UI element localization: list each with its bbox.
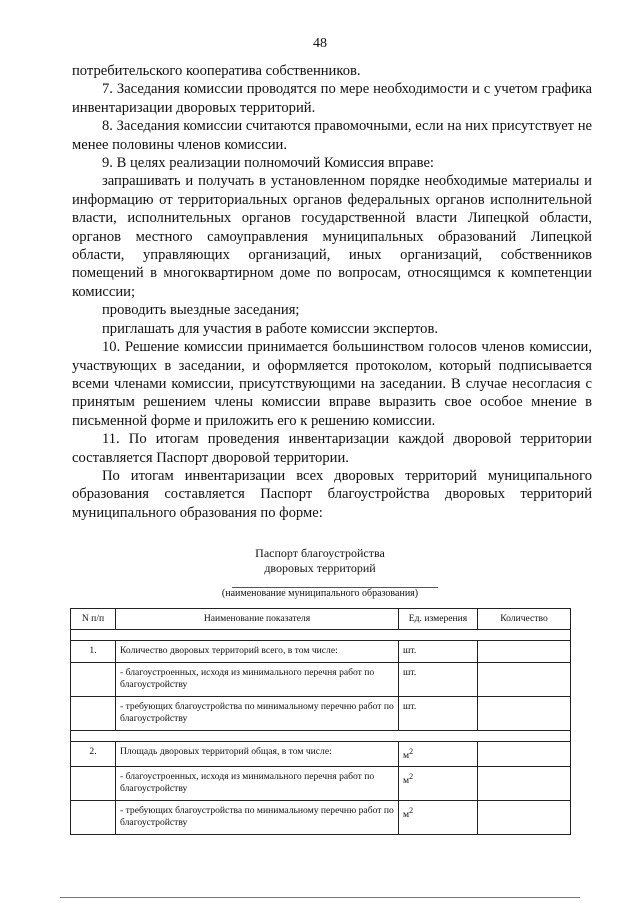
form-title-line1: Паспорт благоустройства bbox=[255, 546, 385, 560]
paragraph: 11. По итогам проведения инвентаризации каждой дворовой территории составляется Паспорт дворовой территории. bbox=[72, 431, 592, 466]
header-name: Наименование показателя bbox=[116, 609, 399, 630]
table-row bbox=[71, 742, 571, 767]
row-num: 2. bbox=[71, 742, 116, 767]
row-unit bbox=[399, 767, 478, 801]
row-unit bbox=[399, 742, 478, 767]
paragraph: 8. Заседания комиссии считаются правомочными, если на них присутствует не менее половины членов комиссии. bbox=[72, 118, 592, 153]
header-num: N п/п bbox=[71, 609, 116, 630]
table-header-row bbox=[71, 609, 571, 630]
unit-text: м bbox=[403, 750, 410, 762]
paragraph: По итогам инвентаризации всех дворовых территорий муниципального образования составляется Паспорт благоустройства дворовых территорий муниципального образования по форме: bbox=[72, 467, 592, 521]
row-name: - благоустроенных, исходя из минимального перечня работ по благоустройству bbox=[116, 663, 399, 697]
row-num bbox=[71, 663, 116, 697]
row-num bbox=[71, 801, 116, 835]
form-title-line2: дворовых территорий bbox=[264, 561, 376, 575]
unit-power: 2 bbox=[409, 772, 414, 782]
row-qty bbox=[478, 742, 571, 767]
paragraph: потребительского кооператива собственников. bbox=[72, 63, 361, 79]
row-name: Количество дворовых территорий всего, в том числе: bbox=[116, 641, 399, 663]
paragraph: проводить выездные заседания; bbox=[102, 302, 300, 319]
row-name: - требующих благоустройства по минимальному перечню работ по благоустройству bbox=[116, 697, 399, 731]
table-row bbox=[71, 663, 571, 697]
body-text bbox=[72, 62, 592, 522]
row-unit: шт. bbox=[399, 697, 478, 731]
row-qty bbox=[478, 663, 571, 697]
table-row bbox=[71, 697, 571, 731]
row-unit: шт. bbox=[399, 641, 478, 663]
table-gap bbox=[71, 630, 571, 641]
row-qty bbox=[478, 801, 571, 835]
row-unit: шт. bbox=[399, 663, 478, 697]
row-name: Площадь дворовых территорий общая, в том числе: bbox=[116, 742, 399, 767]
page-bottom-edge bbox=[60, 897, 580, 898]
table-row bbox=[71, 801, 571, 835]
table-row bbox=[71, 641, 571, 663]
row-num: 1. bbox=[71, 641, 116, 663]
table-row bbox=[71, 767, 571, 801]
row-qty bbox=[478, 697, 571, 731]
paragraph: 10. Решение комиссии принимается большинством голосов членов комиссии, участвующих в заседании, и оформляется протоколом, который подписывается всеми членами комиссии, присутствующими на заседании. В случае несогласия с принятым решением члены комиссии вправе выразить свое особое мнение в письменной форме и приложить его к решению комиссии. bbox=[72, 339, 592, 429]
table-gap bbox=[71, 731, 571, 742]
row-qty bbox=[478, 641, 571, 663]
unit-text: м bbox=[403, 775, 410, 787]
row-name: - требующих благоустройства по минимальному перечню работ по благоустройству bbox=[116, 801, 399, 835]
page-number: 48 bbox=[313, 36, 327, 51]
unit-power: 2 bbox=[409, 806, 414, 816]
row-qty bbox=[478, 767, 571, 801]
paragraph: приглашать для участия в работе комиссии экспертов. bbox=[102, 320, 439, 337]
paragraph: 9. В целях реализации полномочий Комиссия вправе: bbox=[102, 155, 434, 172]
unit-text: м bbox=[403, 809, 410, 821]
header-qty: Количество bbox=[478, 609, 571, 630]
paragraph: 7. Заседания комиссии проводятся по мере необходимости и с учетом графика инвентаризации дворовых территорий. bbox=[72, 81, 592, 116]
row-num bbox=[71, 767, 116, 801]
passport-table bbox=[70, 608, 571, 835]
form-subtitle: (наименование муниципального образования) bbox=[221, 588, 419, 599]
row-num bbox=[71, 697, 116, 731]
unit-power: 2 bbox=[409, 747, 414, 756]
paragraph: запрашивать и получать в установленном порядке необходимые материалы и информацию от территориальных органов федеральных органов исполнительной власти, исполнительных органов государственной власти Липецкой области, органов местного самоуправления муниципальных образований Липецкой области, управляющих организаций, иных организаций, собственников помещений в многоквартирном доме по вопросам, относящимся к компетенции комиссии; bbox=[72, 173, 592, 300]
row-name: - благоустроенных, исходя из минимального перечня работ по благоустройству bbox=[116, 767, 399, 801]
header-unit: Ед. измерения bbox=[399, 609, 478, 630]
row-unit bbox=[399, 801, 478, 835]
